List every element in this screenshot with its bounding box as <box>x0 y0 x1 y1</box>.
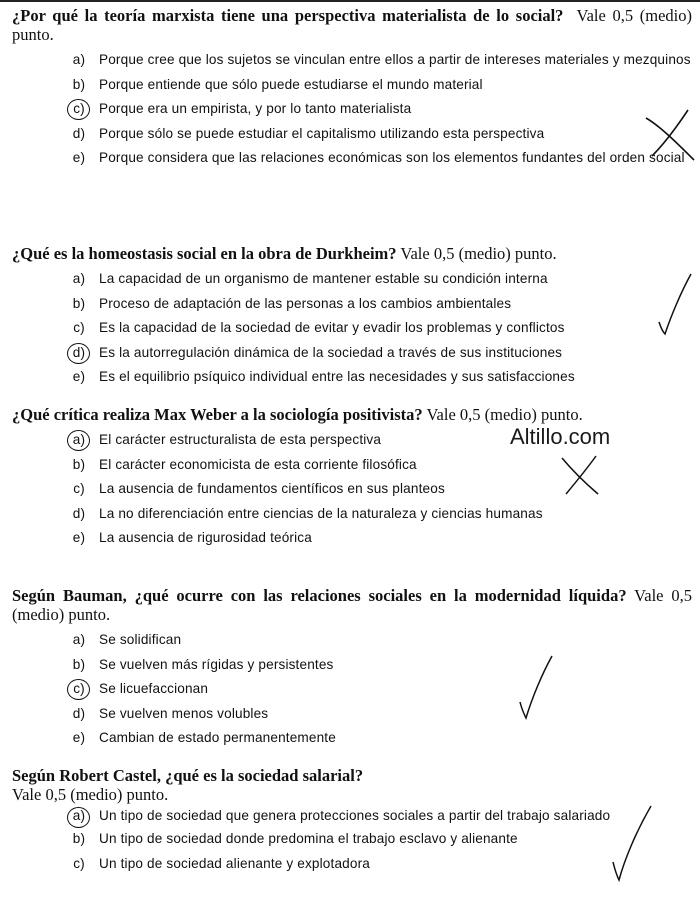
option-text: Se licuefaccionan <box>99 681 209 696</box>
option-2b[interactable] <box>12 292 692 317</box>
option-letter: b) <box>72 656 86 672</box>
option-letter: e) <box>72 730 86 745</box>
option-1b[interactable] <box>12 73 692 98</box>
option-3d[interactable] <box>12 502 692 527</box>
question-4-title: Bauman, ¿qué ocurre con las relaciones sociales en la modernidad líquida? <box>62 586 627 605</box>
question-5 <box>12 766 692 876</box>
question-4-heading <box>12 586 692 624</box>
option-text: La no diferenciación entre ciencias de la naturaleza y ciencias humanas <box>99 505 543 521</box>
option-text: Un tipo de sociedad alienante y explotadora <box>99 855 370 871</box>
option-text: Se vuelven menos volubles <box>99 705 269 721</box>
watermark: Altillo.com <box>510 424 611 449</box>
question-2 <box>12 244 692 390</box>
option-letter: b) <box>72 456 86 472</box>
option-letter: a) <box>70 805 88 827</box>
option-text: Porque cree que los sujetos se vinculan entre ellos a partir de intereses materiales y mezquinos <box>99 52 691 67</box>
option-letter: b) <box>72 76 86 92</box>
option-1e[interactable] <box>12 146 692 171</box>
option-1c[interactable] <box>12 97 692 122</box>
option-text: Es el equilibrio psíquico individual entre las necesidades y sus satisfacciones <box>99 369 575 384</box>
option-text: Un tipo de sociedad que genera protecciones sociales a partir del trabajo salariado <box>99 808 611 823</box>
option-text: Un tipo de sociedad donde predomina el trabajo esclavo y alienante <box>99 831 518 846</box>
option-text: Porque era un empirista, y por lo tanto materialista <box>99 101 412 116</box>
question-5-title-pre: Según <box>12 766 60 785</box>
option-4c[interactable] <box>12 677 692 702</box>
question-4 <box>12 586 692 751</box>
option-letter: d) <box>72 505 86 521</box>
option-letter: e) <box>72 369 86 384</box>
option-text: La ausencia de rigurosidad teórica <box>99 530 312 545</box>
question-2-options <box>12 267 692 390</box>
option-4e[interactable] <box>12 726 692 751</box>
option-5b[interactable] <box>12 827 692 852</box>
question-1-heading <box>12 6 692 44</box>
option-5a[interactable] <box>12 805 692 827</box>
question-5-value: Vale 0,5 (medio) punto. <box>12 785 169 804</box>
option-4d[interactable] <box>12 702 692 727</box>
option-2a[interactable] <box>12 267 692 292</box>
option-3b[interactable] <box>12 453 692 478</box>
question-5-heading <box>12 766 692 804</box>
option-text: Porque considera que las relaciones económicas son los elementos fundantes del orden social <box>99 150 685 165</box>
option-2d[interactable] <box>12 341 692 366</box>
option-4a[interactable] <box>12 628 692 653</box>
option-5c[interactable] <box>12 852 692 877</box>
question-3-heading <box>12 405 692 424</box>
option-letter: d) <box>72 705 86 721</box>
option-text: Porque sólo se puede estudiar el capitalismo utilizando esta perspectiva <box>99 125 545 141</box>
option-letter: b) <box>72 831 86 846</box>
option-letter: e) <box>72 150 86 165</box>
option-2c[interactable] <box>12 316 692 341</box>
option-text: El carácter economicista de esta corriente filosófica <box>99 456 417 472</box>
question-5-options <box>12 805 692 876</box>
option-text: Se solidifican <box>99 632 182 647</box>
option-text: Es la capacidad de la sociedad de evitar y evadir los problemas y conflictos <box>99 320 565 335</box>
option-letter: c) <box>73 481 85 496</box>
option-text: Proceso de adaptación de las personas a los cambios ambientales <box>99 295 512 311</box>
option-text: Se vuelven más rígidas y persistentes <box>99 656 334 672</box>
option-letter: d) <box>70 341 88 366</box>
option-letter: a) <box>72 271 86 286</box>
option-text: La capacidad de un organismo de mantener estable su condición interna <box>99 271 548 286</box>
question-4-title-pre: Según <box>12 586 63 605</box>
option-letter: d) <box>72 125 86 141</box>
question-3-value: Vale 0,5 (medio) punto. <box>426 405 583 424</box>
option-3e[interactable] <box>12 526 692 551</box>
question-4-options <box>12 628 692 751</box>
option-letter: a) <box>70 428 88 453</box>
option-text: Porque entiende que sólo puede estudiarse el mundo material <box>99 76 483 92</box>
question-2-value: Vale 0,5 (medio) punto. <box>400 244 557 263</box>
question-2-heading <box>12 244 692 263</box>
question-1-options <box>12 48 692 171</box>
option-letter: c) <box>73 320 85 335</box>
option-3c[interactable] <box>12 477 692 502</box>
option-1d[interactable] <box>12 122 692 147</box>
option-1a[interactable] <box>12 48 692 73</box>
question-3-title: ¿Qué crítica realiza Max Weber a la sociología positivista? <box>12 405 423 424</box>
question-2-title: ¿Qué es la homeostasis social en la obra de Durkheim? <box>12 244 397 263</box>
option-4b[interactable] <box>12 653 692 678</box>
option-letter: c) <box>70 97 88 122</box>
option-letter: b) <box>72 295 86 311</box>
option-letter: a) <box>72 632 86 647</box>
option-2e[interactable] <box>12 365 692 390</box>
question-5-title: Robert Castel, ¿qué es la sociedad salarial? <box>59 766 364 785</box>
option-letter: a) <box>72 52 86 67</box>
question-1-value: Vale 0,5 (medio) punto. <box>12 6 692 44</box>
option-letter: e) <box>72 530 86 545</box>
question-1-title: ¿Por qué la teoría marxista tiene una perspectiva materialista de lo social? <box>12 6 564 25</box>
question-4-value: Vale 0,5 (medio) punto. <box>12 586 692 624</box>
question-1 <box>12 6 692 171</box>
option-letter: c) <box>70 677 88 702</box>
option-letter: c) <box>73 855 85 871</box>
option-text: El carácter estructuralista de esta perspectiva <box>99 432 382 447</box>
top-rule <box>0 0 700 2</box>
option-text: Cambian de estado permanentemente <box>99 730 336 745</box>
option-text: Es la autorregulación dinámica de la sociedad a través de sus instituciones <box>99 344 563 360</box>
option-text: La ausencia de fundamentos científicos en sus planteos <box>99 481 445 496</box>
